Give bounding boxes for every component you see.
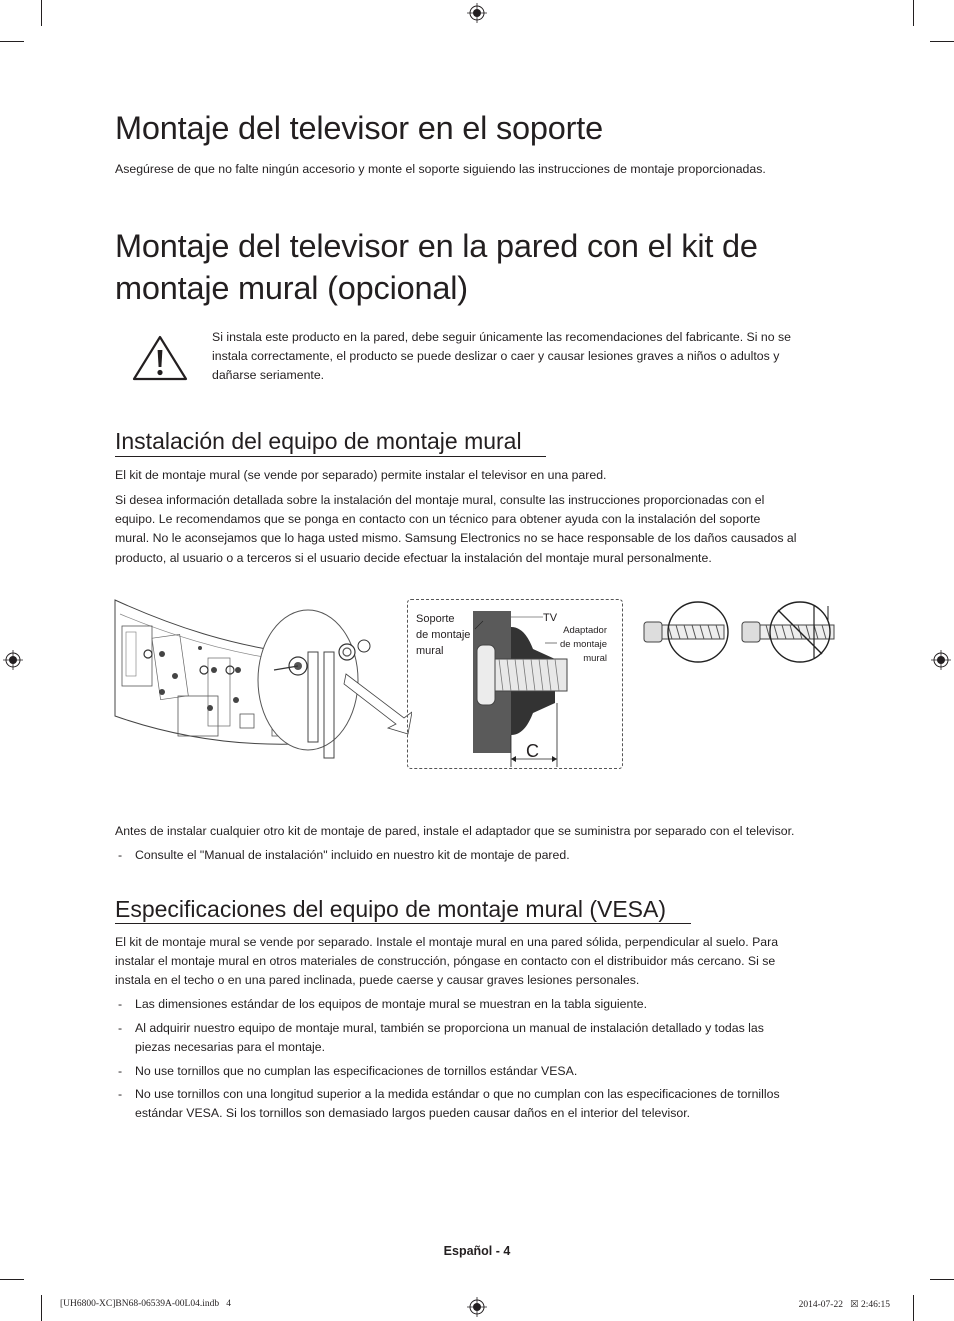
list-item-text: piezas necesarias para el montaje. xyxy=(135,1040,326,1055)
registration-mark-icon xyxy=(467,1297,487,1317)
footer-file-info: [UH6800-XC]BN68-06539A-00L04.indb 4 xyxy=(60,1299,231,1309)
crop-mark xyxy=(913,0,914,26)
screw-incorrect-icon xyxy=(738,600,838,664)
registration-mark-icon xyxy=(467,3,487,23)
page-title: Montaje del televisor en el soporte xyxy=(115,110,604,146)
label-tv: TV xyxy=(543,612,558,624)
paragraph-line: instala en el techo o en una pared inclinada, puede caerse y causar graves lesiones personales. xyxy=(115,973,640,988)
title-underline xyxy=(115,456,546,457)
crop-mark xyxy=(0,1279,24,1280)
list-item-text: Al adquirir nuestro equipo de montaje mural, también se proporciona un manual de instalación detallado y todas las xyxy=(135,1021,764,1035)
list-item-text: estándar VESA. Si los tornillos son demasiado largos pueden causar daños en el interior del televisor. xyxy=(135,1106,691,1121)
list-item-text: No use tornillos que no cumplan las especificaciones de tornillos estándar VESA. xyxy=(135,1064,578,1078)
footer-timestamp: 2014-07-22 ☒ 2:46:15 xyxy=(798,1300,890,1310)
paragraph-line: Si desea información detallada sobre la instalación del montaje mural, consulte las instrucciones proporcionadas con el xyxy=(115,493,765,507)
list-item xyxy=(115,846,835,865)
title-underline xyxy=(115,923,691,924)
list-item-text: No use tornillos con una longitud superior a la medida estándar o que no cumplan con las especificaciones de tornillos xyxy=(135,1087,780,1101)
body-paragraph xyxy=(115,491,845,568)
list-item: - Al adquirir nuestro equipo de montaje mural, también se proporciona un manual de instalación detallado y todas las piezas necesarias para el montaje. xyxy=(115,1019,835,1057)
paragraph-line: instalar el montaje mural en otros materiales de construcción, póngase en contacto con el distribuidor más cercano. Si se xyxy=(115,954,776,969)
crop-mark xyxy=(0,41,24,42)
crop-mark xyxy=(41,0,42,26)
body-paragraph xyxy=(115,933,845,991)
paragraph-line: producto, al usuario o a terceros si el usuario decide efectuar la instalación del montaje mural personalmente. xyxy=(115,550,712,565)
subsection-title: Instalación del equipo de montaje mural xyxy=(115,428,522,454)
warning-line: Si instala este producto en la pared, debe seguir únicamente las recomendaciones del fabricante. Si no se xyxy=(212,330,791,344)
warning-line: dañarse seriamente. xyxy=(212,368,325,383)
body-paragraph: El kit de montaje mural (se vende por separado) permite instalar el televisor en una pared. xyxy=(115,468,607,482)
paragraph-line: El kit de montaje mural se vende por separado. Instale el montaje mural en una pared sólida, perpendicular al suelo. Para xyxy=(115,935,779,949)
list-item: - Las dimensiones estándar de los equipos de montaje mural se muestran en la tabla siguiente. xyxy=(115,995,835,1014)
registration-mark-icon xyxy=(931,650,951,670)
warning-text xyxy=(212,328,832,386)
section-title-line: montaje mural (opcional) xyxy=(115,270,468,306)
body-paragraph: Antes de instalar cualquier otro kit de montaje de pared, instale el adaptador que se suministra por separado con el televisor. xyxy=(115,824,795,838)
crop-mark xyxy=(41,1295,42,1321)
list-item: - No use tornillos con una longitud superior a la medida estándar o que no cumplan con las especificaciones de tornillos estándar VESA. Si los tornillos son demasiado largos pueden causar daños en el interior del televisor. xyxy=(115,1085,835,1123)
label-adapter: Adaptador de montaje mural xyxy=(559,625,607,664)
list-dash: - xyxy=(118,848,123,862)
warning-line: instala correctamente, el producto se puede deslizar o caer y causar lesiones graves a niños o adultos y xyxy=(212,349,780,364)
intro-text: Asegúrese de que no falte ningún accesorio y monte el soporte siguiendo las instrucciones de montaje proporcionadas. xyxy=(115,162,766,176)
list-item: - No use tornillos que no cumplan las especificaciones de tornillos estándar VESA. xyxy=(115,1062,835,1081)
label-bracket: Soporte de montaje mural xyxy=(416,613,471,657)
subsection-title: Especificaciones del equipo de montaje mural (VESA) xyxy=(115,896,667,922)
warning-triangle-icon xyxy=(131,334,189,382)
registration-mark-icon xyxy=(3,650,23,670)
paragraph-line: mural. No le aconsejamos que lo haga usted mismo. Samsung Electronics no se hace responsable de los daños causados al xyxy=(115,531,797,546)
screw-correct-icon xyxy=(636,600,730,664)
section-title-line: Montaje del televisor en la pared con el kit de xyxy=(115,228,758,264)
label-dimension-c: C xyxy=(526,741,539,761)
crop-mark xyxy=(913,1295,914,1321)
list-item-text: Consulte el "Manual de instalación" incluido en nuestro kit de montaje de pared. xyxy=(135,848,570,862)
crop-mark xyxy=(930,1279,954,1280)
list-item-text: Las dimensiones estándar de los equipos de montaje mural se muestran en la tabla siguiente. xyxy=(135,997,647,1011)
page-number: Español - 4 xyxy=(443,1244,511,1258)
crop-mark xyxy=(930,41,954,42)
paragraph-line: equipo. Le recomendamos que se ponga en contacto con un técnico para obtener ayuda con la instalación del soporte xyxy=(115,512,761,527)
tv-back-mount-illustration xyxy=(112,596,412,776)
